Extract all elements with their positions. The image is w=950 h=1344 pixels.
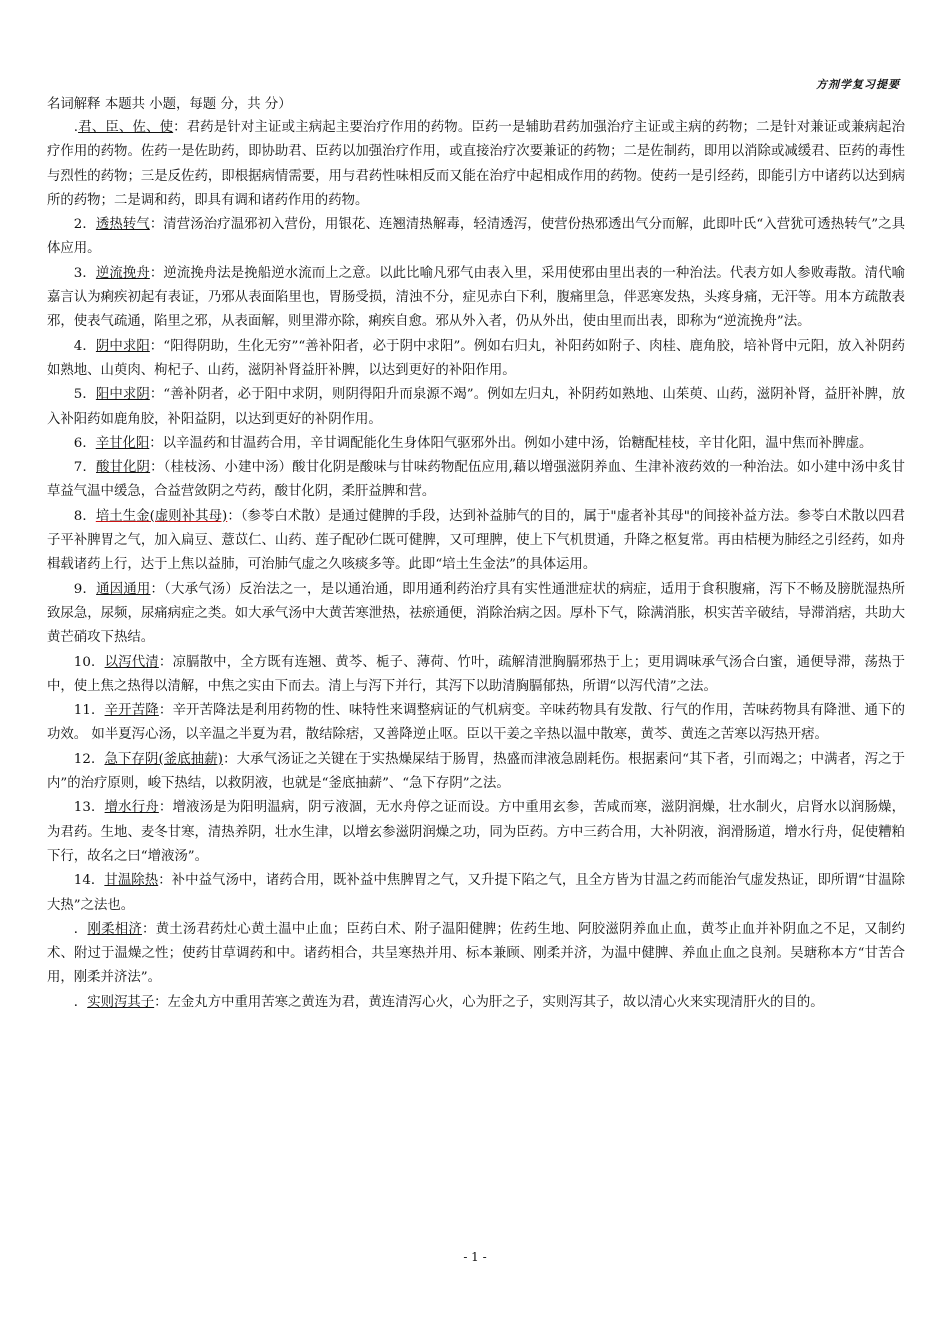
- entry-term: 酸甘化阴: [95, 460, 151, 476]
- entry-text: “善补阴者，必于阳中求阴，则阴得阳升而泉源不竭”。例如左归丸，补阴药如熟地、山茱萸、山药，滋阴补肾，益肝补脾，放入补阳药如鹿角胶，补阳益阴，以达到更好的补阴作用。: [47, 387, 905, 427]
- entry-number: 3．: [73, 265, 96, 281]
- entry-number: 5．: [73, 387, 96, 403]
- entry-item: [47, 578, 905, 651]
- entry-item: [47, 262, 905, 335]
- entry-sep: ：: [154, 994, 168, 1010]
- entry-number: 11．: [73, 703, 105, 719]
- entry-term: 实则泻其子: [87, 994, 155, 1010]
- entry-sep: ：: [158, 800, 173, 816]
- entry-number: 2．: [73, 217, 96, 233]
- entry-term: 以泻代清: [104, 654, 159, 670]
- entry-term: 增水行舟: [104, 800, 159, 816]
- entry-item: [47, 918, 905, 991]
- entry-item: [47, 991, 905, 1015]
- entry-number: 13．: [73, 800, 105, 816]
- entry-sep: ：: [227, 508, 241, 524]
- entry-item: [47, 456, 905, 505]
- entry-sep: ：: [158, 703, 173, 719]
- entry-term: 阴中求阳: [95, 338, 150, 354]
- section-title: 名词解释 本题共 小题，每题 分，共 分）: [47, 97, 292, 112]
- entry-text: 增液汤是为阳明温病，阴亏液涸，无水舟停之证而设。方中重用玄参，苦咸而寒，滋阴润燥，壮水制火，启肾水以润肠燥，为君药。生地、麦冬甘寒，清热养阴，壮水生津，以增玄参滋阴润燥之功，同为臣药。方中三药合用，大补阴液，润滑肠道，增水行舟，促使糟粕下行，故名之曰“增液汤”。: [47, 800, 906, 864]
- entry-number: 7．: [73, 460, 96, 476]
- entry-text: “阳得阴助，生化无穷”“善补阳者，必于阴中求阳”。例如右归丸，补阳药如附子、肉桂、鹿角胶，培补肾中元阳，放入补阴药如熟地、山萸肉、枸杞子、山药，滋阴补肾益肝补脾，以达到更好的补阳作用。: [47, 338, 906, 378]
- entry-text: 辛开苦降法是利用药物的性、味特性来调整病证的气机病变。辛味药物具有发散、行气的作用，苦味药物具有降泄、通下的功效。 如半夏泻心汤，以辛温之半夏为君，散结除痞，又善降逆止呕。臣以干姜之辛热以温中散寒，黄芩、黄连之苦寒以泻热开痞。: [47, 703, 906, 743]
- entry-item: [47, 748, 905, 797]
- entry-term: 急下存阴(釜底抽薪): [104, 751, 224, 767]
- entry-sep: ：: [149, 338, 164, 354]
- entry-text: 君药是针对主证或主病起主要治疗作用的药物。臣药一是辅助君药加强治疗主证或主病的药物；二是针对兼证或兼病起治疗作用的药物。佐药一是佐助药，即协助君、臣药以加强治疗作用，或直接治疗次要兼证的药物；二是佐制药，即用以消除或减缓君、臣药的毒性与烈性的药物；三是反佐药，即根据病情需要，用与君药性味相反而又能在治疗中起相成作用的药物。使药一是引经药，即能引方中诸药以达到病所的药物；二是调和药，即具有调和诸药作用的药物。: [47, 120, 906, 208]
- entry-term: 刚柔相济: [87, 921, 142, 937]
- entry-number: 12．: [73, 751, 105, 767]
- entry-term: 逆流挽舟: [95, 265, 150, 281]
- entry-sep: ：: [150, 581, 165, 597]
- entry-sep: ：: [149, 387, 164, 403]
- entry-term: 透热转气: [95, 217, 150, 233]
- entry-number: 6．: [73, 435, 96, 451]
- entry-item: [47, 432, 905, 456]
- entry-sep: ：: [173, 120, 187, 135]
- entry-item: [47, 869, 905, 918]
- entry-sep: ：: [149, 217, 164, 233]
- entry-item: [47, 796, 905, 869]
- entry-item: [47, 335, 905, 384]
- entry-number: ．: [73, 994, 88, 1010]
- entry-text: 大承气汤证之关键在于实热燥屎结于肠胃，热盛而津液急剧耗伤。根据素问“其下者，引而竭之；中满者，泻之于内”的治疗原则，峻下热结，以救阴液，也就是“釜底抽薪”、“急下存阴”之法。: [47, 751, 906, 792]
- entry-term: 甘温除热: [104, 873, 159, 889]
- entry-sep: ：: [150, 460, 164, 476]
- entry-sep: ：: [149, 435, 163, 451]
- entry-text: 左金丸方中重用苦寒之黄连为君，黄连清泻心火，心为肝之子，实则泻其子，故以清心火来实现清肝火的目的。: [167, 994, 824, 1010]
- entry-sep: ：: [149, 265, 164, 281]
- entry-number: 9．: [73, 581, 97, 597]
- entry-text: 以辛温药和甘温药合用，辛甘调配能化生身体阳气驱邪外出。例如小建中汤，饴糖配桂枝，辛甘化阳，温中焦而补脾虚。: [162, 435, 873, 451]
- entry-text: 清营汤治疗温邪初入营份，用银花、连翘清热解毒，轻清透泻，使营份热邪透出气分而解，此即叶氏“入营犹可透热转气”之具体应用。: [47, 217, 905, 257]
- entry-sep: ：: [158, 654, 173, 670]
- entry-text: 黄土汤君药灶心黄土温中止血；臣药白术、附子温阳健脾；佐药生地、阿胶滋阴养血止血，黄芩止血并补阴血之不足，又制约术、附过于温燥之性；使药甘草调药和中。诸药相合，共呈寒热并用、标本兼顾、刚柔并济，为温中健脾、养血止血之良剂。吴瑭称本方“甘苦合用，刚柔并济法”。: [47, 921, 906, 986]
- entry-text: 逆流挽舟法是挽船逆水流而上之意。以此比喻凡邪气由表入里，采用使邪由里出表的一种治法。代表方如人参败毒散。清代喻嘉言认为痢疾初起有表证，乃邪从表面陷里也，胃肠受损，清浊不分，症见赤白下利，腹痛里急，伴恶寒发热，头疼身痛，无汗等。用本方疏散表邪，使表气疏通，陷里之邪，从表面解，则里滞亦除，痢疾自愈。邪从外入者，仍从外出，使由里而出表，即称为“逆流挽舟”法。: [47, 265, 906, 330]
- entry-item: [47, 116, 905, 213]
- entry-item: [47, 651, 905, 700]
- entry-sep: ：: [158, 873, 172, 889]
- page-number: - 1 -: [463, 1250, 487, 1264]
- entries-list: [47, 116, 905, 1015]
- entry-number: .: [73, 120, 79, 135]
- entry-text: （桂枝汤、小建中汤）酸甘化阴是酸味与甘味药物配伍应用,藉以增强滋阴养血、生津补液药效的一种治法。如小建中汤中炙甘草益气温中缓急，合益营敛阴之芍药，酸甘化阴，柔肝益脾和营。: [47, 460, 906, 500]
- entry-number: 8．: [73, 508, 96, 524]
- entry-sep: ：: [141, 921, 156, 937]
- entry-text: （大承气汤）反治法之一，是以通治通，即用通利药治疗具有实性通泄症状的病症，适用于食积腹痛，泻下不畅及膀胱湿热所致尿急，尿频，尿痛病症之类。如大承气汤中大黄苦寒泄热，祛瘀通便，消除治病之因。厚朴下气，除满消胀，枳实苦辛破结，导滞消痞，共助大黄芒硝攻下热结。: [47, 581, 906, 646]
- entry-number: 14．: [73, 873, 105, 889]
- entry-number: 10．: [73, 654, 105, 670]
- entry-item: [47, 505, 905, 578]
- entry-text: 凉膈散中，全方既有连翘、黄芩、栀子、薄荷、竹叶，疏解清泄胸膈邪热于上；更用调味承气汤合白蜜，通便导滞，荡热于中，使上焦之热得以清解，中焦之实由下而去。清上与泻下并行，其泻下以助清胸膈郁热，所谓“以泻代清”之法。: [47, 654, 906, 694]
- entry-term: 辛甘化阳: [95, 435, 150, 451]
- entry-item: [47, 699, 905, 748]
- entry-term: 辛开苦降: [104, 703, 159, 719]
- entry-item: [47, 213, 905, 262]
- entry-number: ．: [73, 921, 88, 937]
- entry-number: 4．: [73, 338, 96, 354]
- entry-term: 阳中求阴: [95, 387, 150, 403]
- entry-term: 君、臣、佐、使: [78, 120, 174, 135]
- entry-term: 通因通用: [96, 581, 151, 597]
- entry-text: 补中益气汤中，诸药合用，既补益中焦脾胃之气，又升提下陷之气，且全方皆为甘温之药而能治气虚发热证，即所谓“甘温除大热”之法也。: [47, 873, 906, 913]
- entry-text: （参苓白术散）是通过健脾的手段，达到补益肺气的目的，属于"虚者补其母"的间接补益方法。参苓白术散以四君子平补脾胃之气，加入扁豆、薏苡仁、山药、莲子配砂仁既可健脾，又可理脾，使上下气机贯通，升降之枢复常。再由桔梗为肺经之引经药，如舟楫载诸药上行，达于上焦以益肺，可治肺气虚之久咳痰多等。此即“培土生金法”的具体运用。: [47, 508, 906, 573]
- entry-sep: ：: [223, 751, 237, 767]
- document-header: 方剂学复习提要: [816, 78, 900, 91]
- entry-term: 培土生金(虚则补其母): [95, 508, 228, 524]
- entry-item: [47, 383, 905, 432]
